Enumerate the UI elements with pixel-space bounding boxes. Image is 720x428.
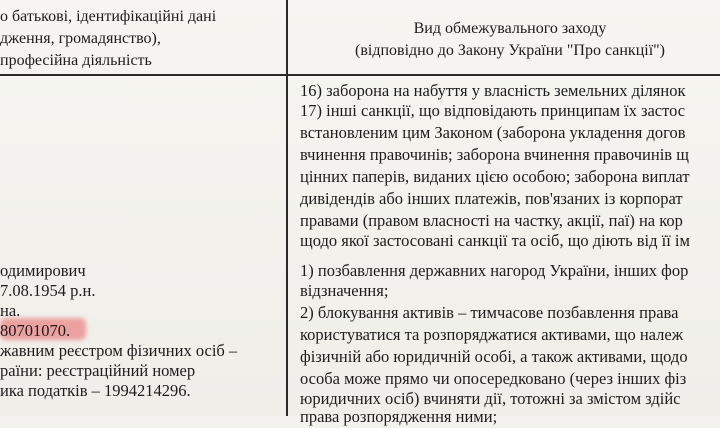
left-line-5: жавним реєстром фізичних осіб – (0, 341, 238, 360)
right-line-8: щодо якої застосовані санкції та осіб, що діють від її ім (300, 231, 690, 250)
right-line-6: дивідендів або інших платежів, пов'язаних із корпорат (300, 189, 683, 208)
header-right-line-1: Вид обмежувального заходу (413, 20, 607, 37)
right-line-2: 17) інші санкції, що відповідають принципам їх застос (300, 101, 686, 120)
right-line-12: користуватися та розпоряджатися активами, що належ (300, 325, 684, 344)
right-line-15: юридичних осіб) вчиняти дії, тотожні за змістом здійс (300, 389, 681, 408)
table-column-divider (286, 0, 288, 416)
right-line-14: особа може прямо чи опосередковано (через інших фіз (300, 369, 687, 388)
header-left-cell (0, 6, 216, 72)
left-line-6: раїни: реєстраційний номер (0, 361, 196, 380)
right-line-7: правами (правом власності на частку, акції, паї) на кор (300, 211, 683, 230)
left-line-7: ика податків – 1994214296. (0, 381, 191, 400)
right-line-1: 16) заборона на набуття у власність земельних ділянок (300, 81, 686, 100)
right-line-13: фізичній або юридичній особі, а також активами, щодо (300, 347, 688, 366)
left-line-3: на. (0, 301, 21, 320)
table-header-divider (0, 74, 720, 76)
right-line-5: цінних паперів, виданих цією особою; заборона виплат (300, 167, 690, 186)
header-right-line-2: (відповідно до Закону України "Про санкції") (354, 42, 665, 59)
header-left-line-2: дження, громадянство), (0, 30, 161, 47)
right-line-10: відзначення; (300, 281, 389, 300)
left-line-4: 80701070. (0, 321, 71, 340)
right-line-3: встановленим цим Законом (заборона укладення догов (300, 123, 686, 142)
left-line-2: 7.08.1954 р.н. (0, 281, 96, 300)
header-left-line-1: о батькові, ідентифікаційні дані (0, 8, 217, 25)
right-line-4: вчинення правочинів; заборона вчинення правочинів щ (300, 145, 689, 164)
right-line-9: 1) позбавлення державних нагород України, інших фор (300, 261, 689, 280)
header-right-cell (300, 18, 720, 62)
right-line-11: 2) блокування активів – тимчасове позбавлення права (300, 303, 679, 322)
left-line-1: одимирович (0, 261, 86, 280)
header-left-line-3: професійна діяльність (0, 52, 152, 69)
right-line-16: права розпорядження ними; (300, 407, 498, 426)
